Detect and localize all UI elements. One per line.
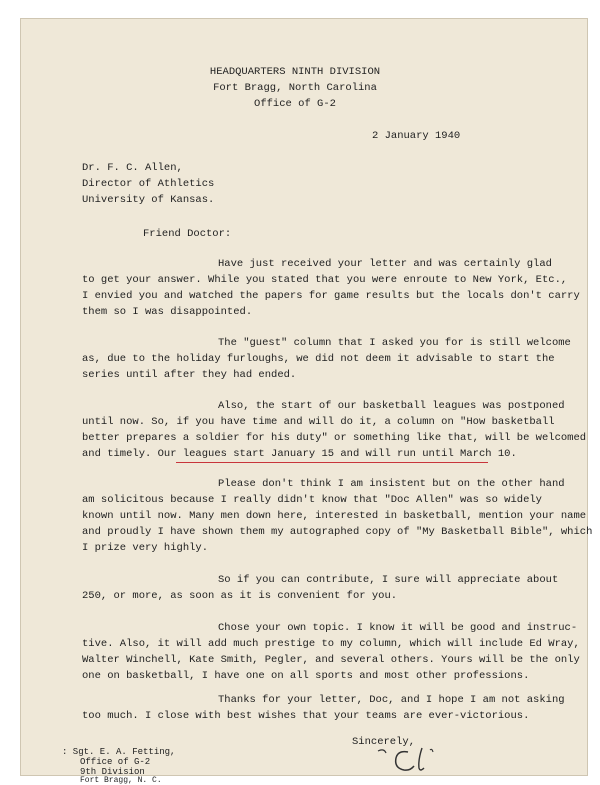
body-line: to get your answer. While you stated that you were enroute to New York, Etc.,: [82, 274, 568, 286]
body-line: until now. So, if you have time and will do it, a column on "How basketball: [82, 416, 555, 428]
body-line: better prepares a soldier for his duty" or something like that, will be welcomed: [82, 432, 587, 444]
body-line: one on basketball, I have one on all sports and most other professions.: [82, 670, 530, 682]
sender-name: : Sgt. E. A. Fetting,: [62, 747, 176, 757]
body-line: I prize very highly.: [82, 542, 209, 554]
body-line: known until now. Many men down here, interested in basketball, mention your name: [82, 510, 587, 522]
body-line: Thanks for your letter, Doc, and I hope I am not asking: [218, 694, 565, 706]
recipient-name: Dr. F. C. Allen,: [82, 162, 183, 174]
sender-division: 9th Division: [80, 767, 145, 777]
sender-office: Office of G-2: [80, 757, 151, 767]
body-line: I envied you and watched the papers for game results but the locals don't carry: [82, 290, 580, 302]
body-line: tive. Also, it will add much prestige to my column, which will include Ed Wray,: [82, 638, 580, 650]
body-line: So if you can contribute, I sure will appreciate about: [218, 574, 559, 586]
letter-date: 2 January 1940: [372, 130, 461, 142]
body-line: Walter Winchell, Kate Smith, Pegler, and several others. Yours will be the only: [82, 654, 580, 666]
body-line: and timely. Our leagues start January 15 and will run until March 10.: [82, 448, 517, 460]
body-line: am solicitous because I really didn't know that "Doc Allen" was so widely: [82, 494, 542, 506]
body-line: Please don't think I am insistent but on the other hand: [218, 478, 565, 490]
body-line: as, due to the holiday furloughs, we did not deem it advisable to start the: [82, 353, 555, 365]
red-underline: [176, 462, 488, 463]
body-line: and proudly I have shown them my autographed copy of "My Basketball Bible", which: [82, 526, 593, 538]
recipient-org: University of Kansas.: [82, 194, 215, 206]
body-line: too much. I close with best wishes that your teams are ever-victorious.: [82, 710, 530, 722]
handwritten-signature: [372, 746, 452, 776]
body-line: Chose your own topic. I know it will be good and instruc-: [218, 622, 578, 634]
body-line: Have just received your letter and was certainly glad: [218, 258, 552, 270]
body-line: them so I was disappointed.: [82, 306, 253, 318]
recipient-title: Director of Athletics: [82, 178, 215, 190]
salutation: Friend Doctor:: [143, 228, 232, 240]
body-line: Also, the start of our basketball leagues was postponed: [218, 400, 565, 412]
body-line: 250, or more, as soon as it is convenient for you.: [82, 590, 398, 602]
letterhead-line-1: HEADQUARTERS NINTH DIVISION: [209, 66, 381, 78]
sender-location: Fort Bragg, N. C.: [80, 776, 162, 785]
body-line: series until after they had ended.: [82, 369, 297, 381]
closing: Sincerely,: [352, 736, 416, 748]
body-line: The "guest" column that I asked you for is still welcome: [218, 337, 571, 349]
letterhead-line-2: Fort Bragg, North Carolina: [213, 82, 377, 94]
letterhead-line-3: Office of G-2: [254, 98, 336, 110]
